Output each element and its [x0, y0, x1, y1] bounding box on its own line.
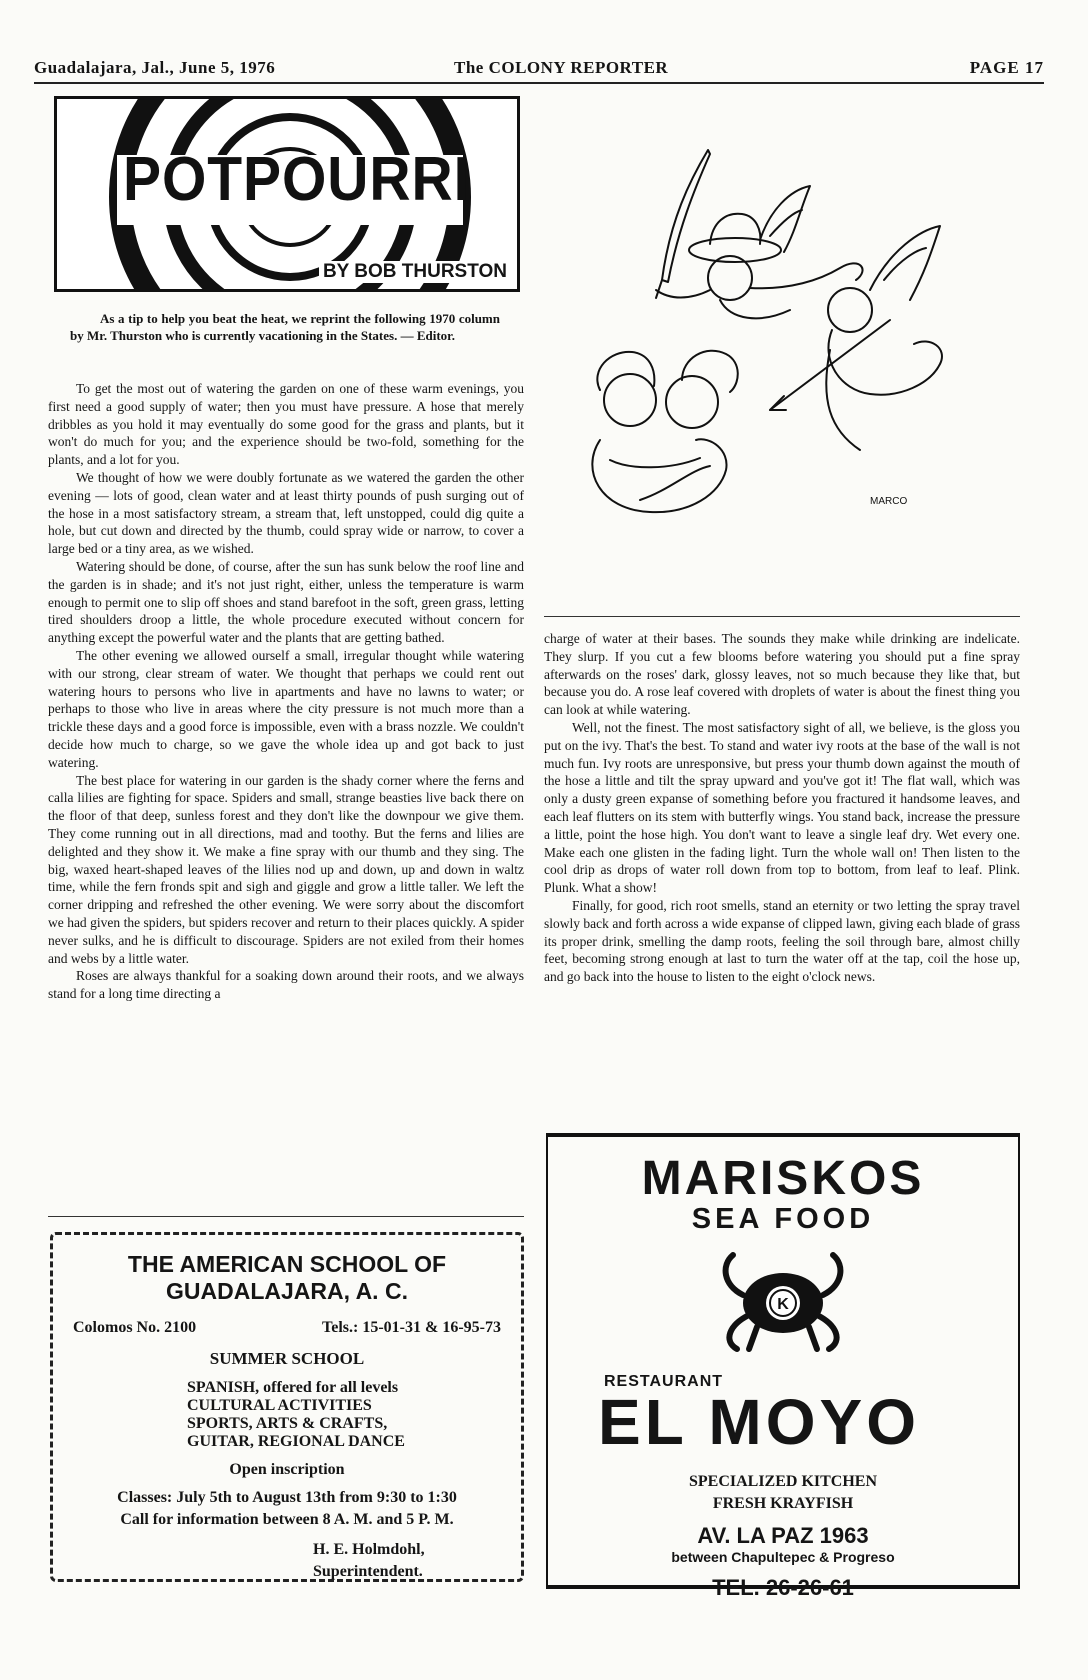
- article-paragraph: Watering should be done, of course, after the sun has sunk below the roof line and the garden is in shade; and it's not just right, either, unless the temperature is warm enough to permit one to slip off shoes and stand barefoot in the soft, green grass, letting tired shoulders droop a little, the whole procedure executed without concern for anything except the powerful water and the plants that are getting bathed.: [48, 558, 524, 646]
- header-page-number: PAGE 17: [969, 58, 1044, 77]
- article-paragraph: Finally, for good, rich root smells, stand an eternity or two letting the spray travel slowly back and forth across a wide expanse of clipped lawn, giving each blade of grass its proper drink, smelling the damp roots, feeling the soil through bare, almost chilly feet, becoming strong enough at last to turn the water off at the tap, coil the hose up, and go back into the house to listen to the eight o'clock news.: [544, 897, 1020, 985]
- column-divider: [544, 616, 1020, 617]
- summer-school-heading: SUMMER SCHOOL: [209, 1349, 365, 1368]
- column-divider: [48, 1216, 524, 1217]
- school-offering: CULTURAL ACTIVITIES: [187, 1397, 372, 1414]
- signer-name: H. E. Holmdohl,: [313, 1541, 425, 1558]
- restaurant-phone: TEL. 26-26-61: [712, 1575, 854, 1600]
- fresh-krayfish: FRESH KRAYFISH: [712, 1495, 854, 1512]
- school-address: Colomos No. 2100: [73, 1319, 197, 1336]
- article-column-left: [48, 380, 524, 1212]
- crab-logo-letter: K: [777, 1296, 789, 1313]
- article-paragraph: Well, not the finest. The most satisfactory sight of all, we believe, is the gloss you put on the ivy. That's the best. To stand and water ivy roots at the base of the wall is not much fun. Ivy roots are unresponsive, but press your thumb down against the mouth of the hose a little and tilt the spray upward and you've got it! The flat wall, which was only a dusty green expanse of something before you fractured it handsome leaves, and each leaf flutters on its stem with butterfly wings. You stand back, increase the pressure a little, point the hose high. You don't want to leave a single leaf dry. Wet every one. Make each one glisten in the fading light. Turn the whole wall on! Then listen to the cool drip as drops of water roll down from top to bottom, from leaf to leaf. Plink. Plunk. What a show!: [544, 719, 1020, 896]
- restaurant-cross-streets: between Chapultepec & Progreso: [671, 1549, 895, 1565]
- restaurant-name: EL MOYO: [598, 1386, 920, 1458]
- article-paragraph: The best place for watering in our garden is the shady corner where the ferns and calla lilies are fighting for space. Spiders and small, strange beasties live back there on the floor of that deep, sunless forest and they don't like the downpour we give them. They come running out in all directions, mad and toothy. But the ferns and lilies are delighted and they show it. We make a fine spray with our thumb and they sing. The big, waxed heart-shaped leaves of the lilies nod up and down, up and down in waltz time, while the fern fronds spit and sigh and giggle and grow a little taller. We left the corner dripping and refreshed the other evening. We were sorry about the discomfort we had given the spiders, but spiders recover and return to their places quickly. A spider never sulks, and he is difficult to discourage. Spiders are not exiled from their homes and webs by a little water.: [48, 772, 524, 966]
- mariskos-title: MARISKOS: [641, 1152, 925, 1205]
- school-offering: SPORTS, ARTS & CRAFTS,: [187, 1415, 388, 1432]
- column-title: POTPOURRI: [123, 145, 471, 214]
- editor-note: As a tip to help you beat the heat, we reprint the following 1970 column by Mr. Thurston who is currently vacationing in the States. — Editor.: [70, 311, 500, 343]
- article-paragraph: We thought of how we were doubly fortunate as we watered the garden the other evening — lots of good, clean water and at least thirty pounds of push surging out of the hose in a most satisfactory stream, a stream that, left unstopped, could dig quite a hole, but cut down and directed by the thumb, could spray wide or narrow, to cover a large bed or a tiny area, as we wished.: [48, 469, 524, 557]
- open-inscription: Open inscription: [229, 1461, 345, 1478]
- restaurant-details: [548, 1471, 1018, 1601]
- signer-title: Superintendent.: [313, 1563, 423, 1580]
- school-phones: Tels.: 15-01-31 & 16-95-73: [322, 1319, 501, 1336]
- restaurant-address: AV. LA PAZ 1963: [697, 1523, 869, 1548]
- article-paragraph: To get the most out of watering the garden on one of these warm evenings, you first need a good supply of water; then you must have pressure. A hose that merely dribbles as you hold it may eventually do some good for the grass and plants, but it won't do much for you; and the experience should be two-fold, something for the plants, and a lot for you.: [48, 381, 524, 468]
- article-paragraph: charge of water at their bases. The sounds they make while drinking are indelicate. They slurp. If you cut a few blooms before watering you should put a fine spray afterwards on the roses' dark, glossy leaves, not so much because they like that, but because you do. A rose leaf covered with droplets of water is about the finest thing you can look at while watering.: [544, 631, 1020, 718]
- article-column-right: [544, 630, 1020, 1128]
- school-name-line1: THE AMERICAN SCHOOL OF: [127, 1251, 447, 1277]
- article-paragraph: Roses are always thankful for a soaking down around their roots, and we always stand for a long time directing a: [48, 968, 524, 1002]
- school-classes-info: [67, 1487, 507, 1531]
- school-offering: GUITAR, REGIONAL DANCE: [187, 1433, 405, 1450]
- crab-logo-icon: [713, 1245, 853, 1355]
- classes-dates: Classes: July 5th to August 13th from 9:30 to 1:30: [117, 1489, 457, 1506]
- page-header: [34, 58, 1044, 84]
- specialized-kitchen: SPECIALIZED KITCHEN: [688, 1473, 878, 1490]
- mariskos-advertisement: [546, 1133, 1020, 1600]
- column-byline: BY BOB THURSTON: [319, 261, 507, 283]
- school-signature: [313, 1539, 507, 1583]
- school-offering: SPANISH, offered for all levels: [187, 1379, 399, 1396]
- cupid-couple-cartoon: [570, 140, 1000, 590]
- restaurant-label: RESTAURANT: [604, 1373, 724, 1390]
- article-paragraph: The other evening we allowed ourself a small, irregular thought while watering with our strong, clear stream of water. We thought that perhaps we could rent out watering hours to persons who live in apartments and have no lawns to water; or perhaps to those who live in areas where the city pressure is not much more than a trickle these days and a good force is impossible, even with a brass nozzle. We couldn't decide how much to charge, so we gave the whole idea up and got back to just watering.: [48, 647, 524, 770]
- mariskos-subtitle: SEA FOOD: [691, 1203, 875, 1235]
- school-name-line2: GUADALAJARA, A. C.: [166, 1278, 408, 1304]
- school-contact-row: [67, 1319, 507, 1337]
- call-info: Call for information between 8 A. M. and 5 P. M.: [120, 1511, 454, 1528]
- american-school-advertisement: [50, 1232, 524, 1582]
- school-offerings-list: [187, 1379, 507, 1451]
- potpourri-logo: [54, 96, 520, 292]
- header-dateline: Guadalajara, Jal., June 5, 1976: [34, 58, 276, 77]
- cartoonist-signature: MARCO: [870, 496, 908, 507]
- header-newspaper-name: The COLONY REPORTER: [454, 58, 669, 77]
